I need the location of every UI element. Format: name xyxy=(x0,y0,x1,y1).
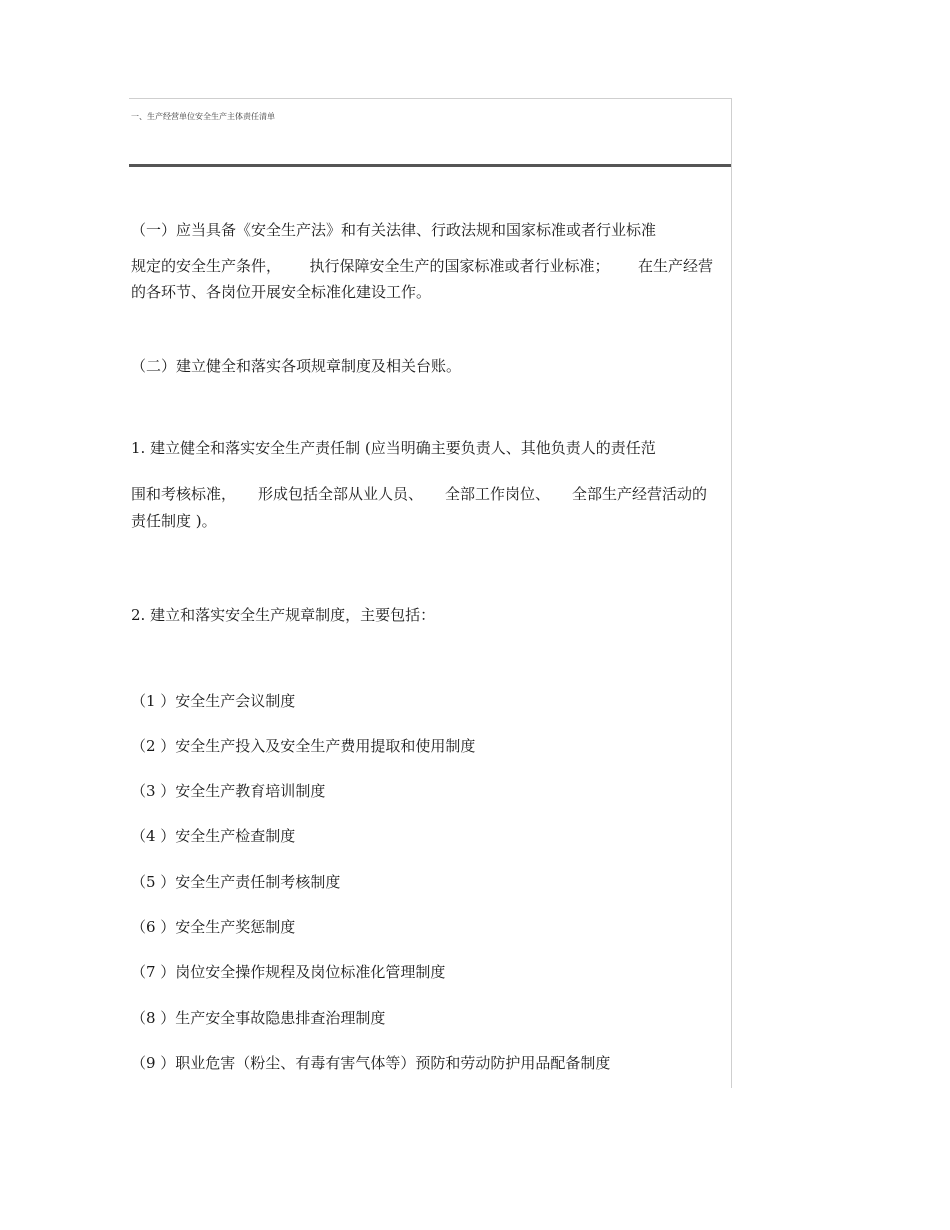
item1-line2-part-b: 形成包括全部从业人员、 xyxy=(257,485,423,503)
item1-line2 xyxy=(131,485,707,503)
section1-line2 xyxy=(131,257,713,275)
item1-line2-part-c: 全部工作岗位、 xyxy=(444,485,550,503)
item1-line1: 1. 建立健全和落实安全生产责任制 (应当明确主要负责人、其他负责人的责任范 xyxy=(131,439,656,457)
section2-title: （二）建立健全和落实各项规章制度及相关台账。 xyxy=(131,357,462,375)
rule-item-8: （8 ）生产安全事故隐患排查治理制度 xyxy=(131,1009,386,1027)
rule-item-9: （9 ）职业危害（粉尘、有毒有害气体等）预防和劳动防护用品配备制度 xyxy=(131,1054,611,1072)
rule-item-3: （3 ）安全生产教育培训制度 xyxy=(131,782,326,800)
item1-line2-part-a: 围和考核标准， xyxy=(131,485,237,503)
section1-line2-part-a: 规定的安全生产条件， xyxy=(131,257,282,275)
item1-line2-part-d: 全部生产经营活动的 xyxy=(571,485,707,503)
section1-line2-part-b: 执行保障安全生产的国家标准或者行业标准； xyxy=(309,257,610,275)
item2-title: 2. 建立和落实安全生产规章制度，主要包括： xyxy=(131,606,436,624)
page-frame xyxy=(129,98,732,1088)
rule-item-7: （7 ）岗位安全操作规程及岗位标准化管理制度 xyxy=(131,963,446,981)
section1-line3: 的各环节、各岗位开展安全标准化建设工作。 xyxy=(131,283,432,301)
page-header-title: 一、生产经营单位安全生产主体责任清单 xyxy=(131,112,275,121)
section1-line1: （一）应当具备《安全生产法》和有关法律、行政法规和国家标准或者行业标准 xyxy=(131,221,657,239)
header-divider xyxy=(129,164,731,167)
rule-item-6: （6 ）安全生产奖惩制度 xyxy=(131,918,296,936)
rule-item-4: （4 ）安全生产检查制度 xyxy=(131,827,296,845)
rule-item-5: （5 ）安全生产责任制考核制度 xyxy=(131,873,341,891)
section1-line2-part-c: 在生产经营 xyxy=(637,257,713,275)
rule-item-2: （2 ）安全生产投入及安全生产费用提取和使用制度 xyxy=(131,737,476,755)
rule-item-1: （1 ）安全生产会议制度 xyxy=(131,692,296,710)
item1-line3: 责任制度 )。 xyxy=(131,512,217,530)
